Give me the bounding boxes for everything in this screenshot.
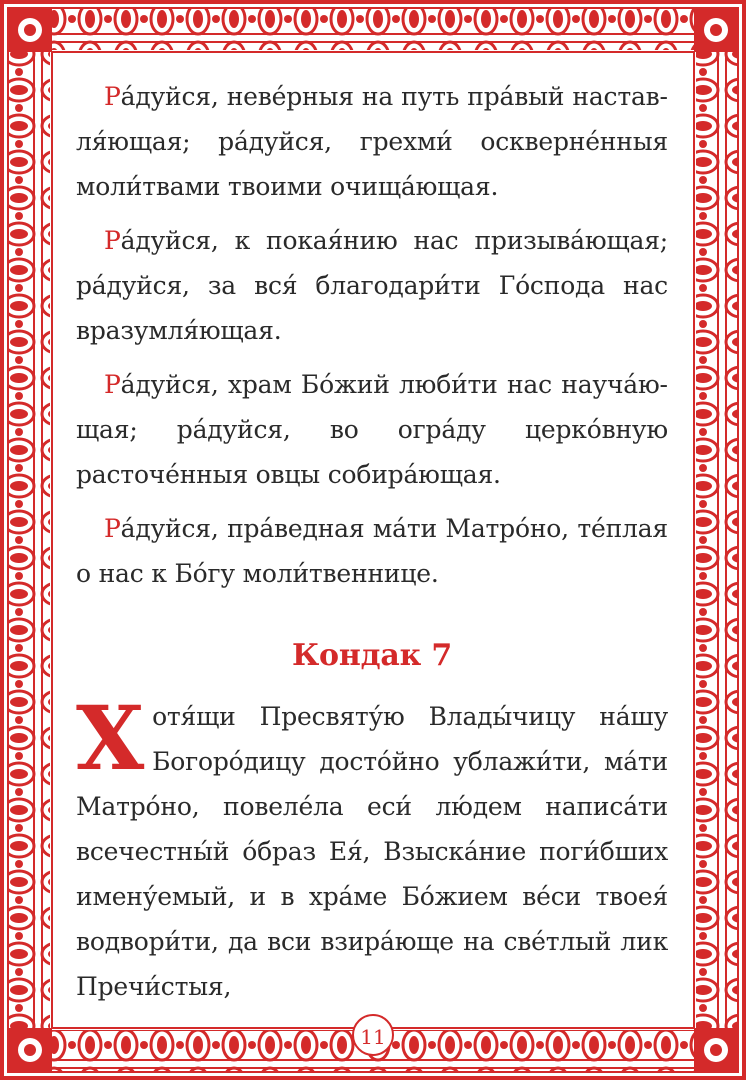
paragraph-text: а́дуйся, к покая́нию нас призыва́ющая; ра́дуйся, за вся́ благодари́ти Го́спода нас вразумля́ющая. <box>76 226 668 345</box>
initial-letter: Р <box>104 370 121 399</box>
paragraph-text: а́дуйся, неве́рныя на путь пра́вый наставля́ющая; ра́дуйся, грехми́ оскверне́нныя моли́твами твоими очища́ющая. <box>76 82 668 201</box>
kondak-paragraph <box>76 686 668 1009</box>
initial-letter: Р <box>104 514 121 543</box>
kondak-text: отя́щи Пресвяту́ю Влады́чицу на́шу Богоро́дицу досто́йно ублажи́ти, ма́ти Матро́но, повеле́ла еси́ лю́дем написа́ти всечестны́й о́браз Ея́, Взыска́ние поги́бших имену́емый, и в хра́ме Бо́жием ве́си твоея́ водвори́ти, да вси взира́юще на све́тлый лик Пречи́стыя, <box>76 702 668 1001</box>
paragraph-2 <box>76 218 668 353</box>
drop-cap: Х <box>76 686 145 790</box>
section-heading: Кондак 7 <box>291 638 453 673</box>
page-text <box>76 74 668 1009</box>
paragraph-text: а́дуйся, пра́ведная ма́ти Матро́но, те́плая о нас к Бо́гу моли́твеннице. <box>76 514 668 588</box>
paragraph-text: а́дуйся, храм Бо́жий люби́ти нас науча́ющая; ра́дуйся, во огра́ду церко́вную расточе́нныя овцы собира́ющая. <box>76 370 668 489</box>
paragraph-1 <box>76 74 668 209</box>
paragraph-4 <box>76 506 668 596</box>
initial-letter: Р <box>104 82 121 111</box>
page-number: 11 <box>352 1014 394 1056</box>
paragraph-3 <box>76 362 668 497</box>
initial-letter: Р <box>104 226 121 255</box>
